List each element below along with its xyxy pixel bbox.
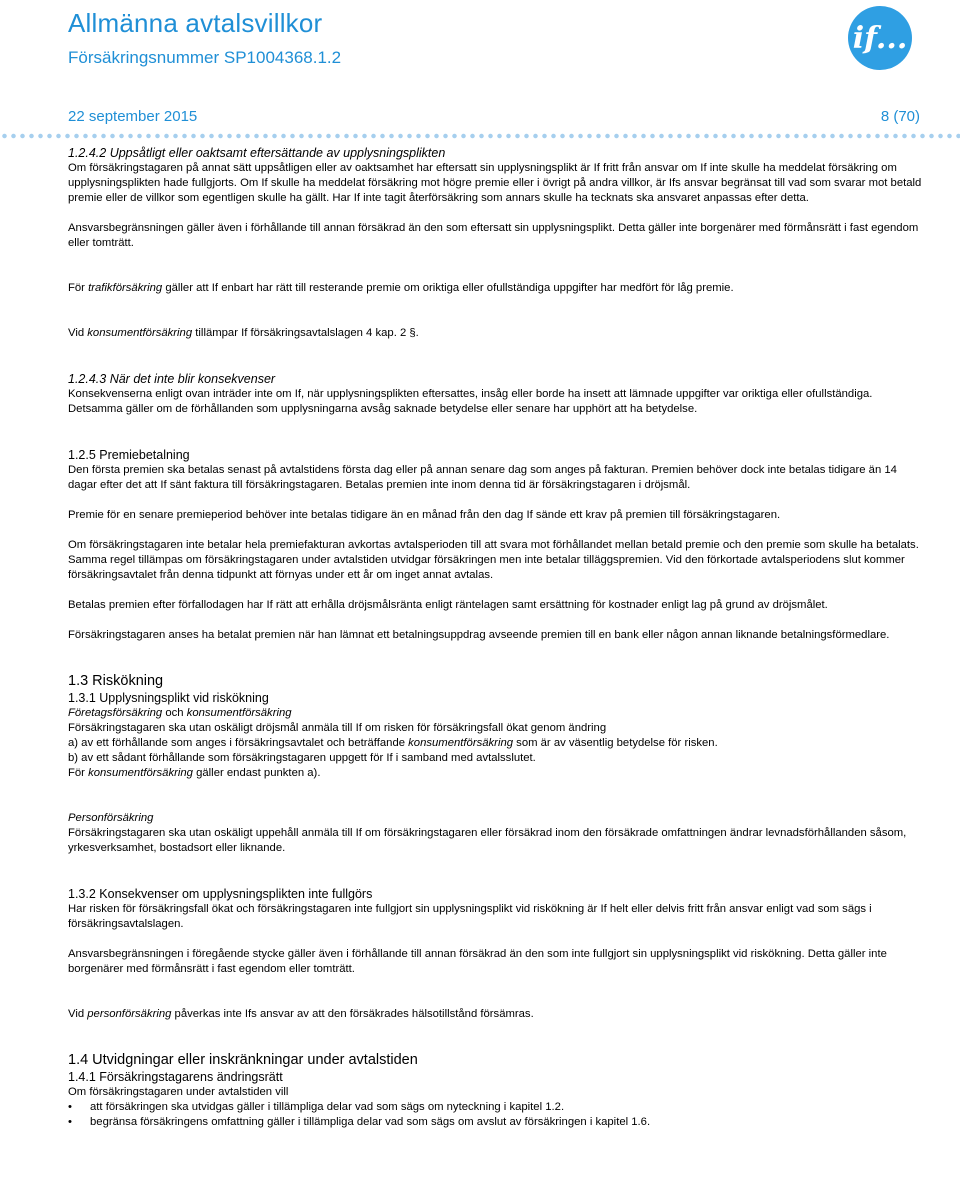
section-heading-1-3: 1.3 Riskökning: [68, 673, 164, 689]
paragraph: Den första premien ska betalas senast på avtalstidens första dag eller på annan senare dag som anges på fakturan. Premien behöver dock inte betalas tidigare än 14 dagar efter det att If sänt faktura till försäkringstagaren. Betalas premien inte inom denna tid är försäkringstagaren i dröjsmål.: [68, 464, 897, 491]
paragraph: [68, 1007, 928, 1022]
document-title: Allmänna avtalsvillkor: [68, 8, 323, 38]
paragraph: Ansvarsbegränsningen i föregående stycke gäller även i förhållande till annan försäkrad än den som inte fullgjort sin upplysningsplikt vid riskökning. Detta gäller inte borgenärer med förmånsrätt i fast egendom eller tomträtt.: [68, 948, 887, 975]
paragraph: Konsekvenserna enligt ovan inträder inte om If, när upplysningsplikten eftersattes, insåg eller borde ha insett att lämnade uppgifter var oriktiga eller ofullständiga. Detsamma gäller om de förhållanden som upplysningarna avsåg saknade betydelse eller senare har upphört att ha betydelse.: [68, 388, 873, 415]
policy-number: Försäkringsnummer SP1004368.1.2: [68, 48, 342, 67]
paragraph: Om försäkringstagaren inte betalar hela premiefakturan avkortas avtalsperioden till att svara mot förhållandet mellan betald premie och den premie som skulle ha betalats. Samma regel tillämpas om försäkringstagaren under avtalstiden utvidgar försäkringen men inte betalar tilläggspremien. Vid den förkortade avtalsperiodens slut kommer försäkringsavtalet från denna tidpunkt att förnyas under ett år om inget annat avtalas.: [68, 539, 919, 581]
subsection-label-personforsakring: Personförsäkring: [68, 812, 154, 824]
paragraph: Premie för en senare premieperiod behöver inte betalas tidigare än en månad från den dag If sände ett krav på premien till försäkringstagaren.: [68, 509, 781, 521]
section-heading-1-4: 1.4 Utvidgningar eller inskränkningar under avtalstiden: [68, 1052, 418, 1068]
text-run-italic: Företagsförsäkring: [68, 707, 163, 719]
paragraph: [68, 766, 928, 781]
paragraph: Försäkringstagaren ska utan oskäligt uppehåll anmäla till If om försäkringstagaren eller försäkrad inom den försäkrade omfattningen ändrar levnadsförhållanden såsom, yrkesverksamhet, bostadsort eller liknande.: [68, 827, 907, 854]
paragraph: Betalas premien efter förfallodagen har If rätt att erhålla dröjsmålsränta enligt räntelagen samt ersättning för kostnader enligt lag på grund av dröjsmålet.: [68, 599, 828, 611]
text-run: För: [68, 767, 89, 779]
section-heading-1-2-4-2: 1.2.4.2 Uppsåtligt eller oaktsamt eftersättande av upplysningsplikten: [68, 146, 446, 160]
text-run-italic: konsumentförsäkring: [408, 737, 514, 749]
section-heading-1-3-1: 1.3.1 Upplysningsplikt vid riskökning: [68, 691, 269, 705]
list-item: • begränsa försäkringens omfattning gäller i tillämpliga delar vad som sägs om avslut av försäkringen i kapitel 1.6.: [68, 1115, 928, 1130]
paragraph: [68, 706, 928, 721]
bullet-list: [68, 1100, 928, 1130]
text-run-italic: personförsäkring: [87, 1008, 172, 1020]
paragraph: Försäkringstagaren ska utan oskäligt dröjsmål anmäla till If om risken för försäkringsfall ökat genom ändring: [68, 722, 607, 734]
text-run: gäller endast punkten a).: [192, 767, 321, 779]
logo-text: if...: [852, 20, 908, 56]
text-run-italic: konsumentförsäkring: [186, 707, 292, 719]
section-heading-1-3-2: 1.3.2 Konsekvenser om upplysningsplikten inte fullgörs: [68, 887, 373, 901]
paragraph: b) av ett sådant förhållande som försäkringstagaren uppgett för If i samband med avtalsslutet.: [68, 752, 536, 764]
text-run: påverkas inte Ifs ansvar av att den försäkrades hälsotillstånd försämras.: [171, 1008, 534, 1020]
document-date: 22 september 2015: [68, 108, 198, 125]
section-heading-1-2-5: 1.2.5 Premiebetalning: [68, 448, 190, 462]
document-body: [68, 145, 928, 1130]
paragraph: Om försäkringstagaren under avtalstiden vill: [68, 1086, 289, 1098]
text-run-italic: trafikförsäkring: [88, 282, 163, 294]
text-run: tillämpar If försäkringsavtalslagen 4 kap. 2 §.: [192, 327, 419, 339]
text-run: a) av ett förhållande som anges i försäkringsavtalet och beträffande: [68, 737, 409, 749]
dotted-divider: [0, 132, 960, 140]
paragraph: [68, 736, 928, 751]
text-run: som är av väsentlig betydelse för risken.: [513, 737, 718, 749]
paragraph: Försäkringstagaren anses ha betalat premien när han lämnat ett betalningsuppdrag avseende premien till en bank eller någon annan liknande betalningsförmedlare.: [68, 629, 890, 641]
if-logo: [848, 6, 912, 70]
text-run-italic: konsumentförsäkring: [88, 767, 193, 779]
paragraph: Ansvarsbegränsningen gäller även i förhållande till annan försäkrad än den som eftersatt sin upplysningsplikt. Detta gäller inte borgenärer med förmånsrätt i fast egendom eller tomträtt.: [68, 222, 919, 249]
text-run-italic: konsumentförsäkring: [87, 327, 193, 339]
section-heading-1-2-4-3: 1.2.4.3 När det inte blir konsekvenser: [68, 372, 276, 386]
paragraph: Har risken för försäkringsfall ökat och försäkringstagaren inte fullgjort sin upplysningsplikt vid riskökning är If helt eller delvis fritt från ansvar enligt vad som sägs i försäkringsavtalslagen.: [68, 903, 872, 930]
text-run: Vid: [68, 327, 88, 339]
text-run: och: [162, 707, 187, 719]
list-item: • att försäkringen ska utvidgas gäller i tillämpliga delar vad som sägs om nyteckning i kapitel 1.2.: [68, 1100, 928, 1115]
paragraph: [68, 326, 928, 341]
text-run: Vid: [68, 1008, 88, 1020]
section-heading-1-4-1: 1.4.1 Försäkringstagarens ändringsrätt: [68, 1070, 283, 1084]
paragraph: Om försäkringstagaren på annat sätt uppsåtligen eller av oaktsamhet har eftersatt sin upplysningsplikt är If fritt från ansvar om If inte skulle ha meddelat försäkring om upplysningsplikten hade fullgjorts. Om If skulle ha meddelat försäkring mot högre premie eller i övrigt på andra villkor, är Ifs ansvar begränsat till vad som svarar mot betald premie eller de villkor som egentligen skulle ha gällt. Har If inte tagit återförsäkring som annars skulle ha tecknats ska ansvaret anpassas efter detta.: [68, 162, 922, 204]
page-number: 8 (70): [880, 108, 920, 125]
text-run: gäller att If enbart har rätt till resterande premie om oriktiga eller ofullständiga uppgifter har medfört för låg premie.: [162, 282, 734, 294]
text-run: För: [68, 282, 89, 294]
paragraph: [68, 281, 928, 296]
